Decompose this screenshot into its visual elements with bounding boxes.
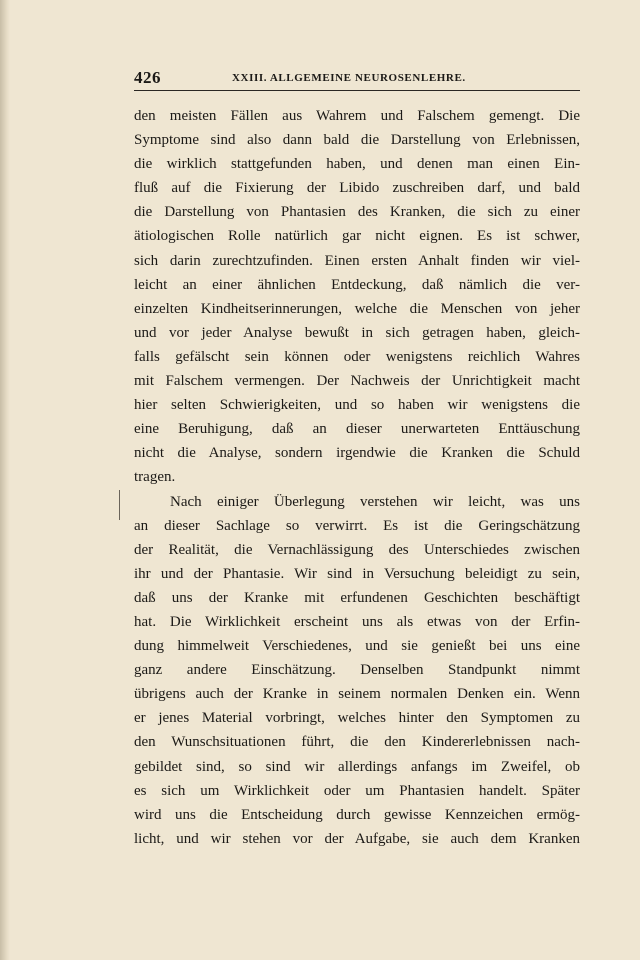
page-number: 426 (134, 68, 161, 87)
text-line: den meisten Fällen aus Wahrem und Falschem gemengt. Die (134, 108, 580, 124)
text-line: mit Falschem vermengen. Der Nachweis der Unrichtigkeit macht (134, 373, 580, 390)
page-header (134, 68, 580, 91)
page-edge-shadow (0, 0, 10, 960)
text-line: eine Beruhigung, daß an dieser unerwarteten Enttäuschung (134, 421, 580, 438)
text-line: falls gefälscht sein können oder wenigstens reichlich Wahres (134, 348, 580, 365)
text-line: den Wunschsituationen führt, die den Kindererlebnissen nach- (134, 734, 580, 751)
text-line: Symptome sind also dann bald die Darstellung von Erlebnissen, (134, 132, 580, 149)
text-line: einzelten Kindheitserinnerungen, welche die Menschen von jeher (134, 300, 580, 317)
paragraph-2 (134, 490, 580, 851)
margin-pencil-mark (119, 490, 120, 520)
text-line: gebildet sind, so sind wir allerdings anfangs im Zweifel, ob (134, 758, 580, 775)
text-line: ihr und der Phantasie. Wir sind in Versuchung beleidigt zu sein, (134, 565, 580, 582)
text-line: fluß auf die Fixierung der Libido zuschreiben darf, und bald (134, 180, 580, 197)
text-line: die Darstellung von Phantasien des Kranken, die sich zu einer (134, 204, 580, 221)
text-line: an dieser Sachlage so verwirrt. Es ist die Geringschätzung (134, 517, 580, 534)
text-line: der Realität, die Vernachlässigung des Unterschiedes zwischen (134, 541, 580, 558)
running-head: XXIII. ALLGEMEINE NEUROSENLEHRE. (232, 72, 466, 84)
text-line: hier selten Schwierigkeiten, und so haben wir wenigstens die (134, 397, 580, 414)
text-line: und vor jeder Analyse bewußt in sich getragen haben, gleich- (134, 324, 580, 341)
text-line: licht, und wir stehen vor der Aufgabe, sie auch dem Kranken (134, 830, 580, 847)
text-line: ganz andere Einschätzung. Denselben Standpunkt nimmt (134, 662, 580, 679)
text-line: sich darin zurechtzufinden. Einen ersten Anhalt finden wir viel- (134, 252, 580, 269)
text-line: es sich um Wirklichkeit oder um Phantasien handelt. Später (134, 782, 580, 799)
text-line: die wirklich stattgefunden haben, und denen man einen Ein- (134, 156, 580, 173)
paragraph-1 (134, 104, 580, 490)
text-line: wird uns die Entscheidung durch gewisse Kennzeichen ermög- (134, 806, 580, 823)
text-line: dung himmelweit Verschiedenes, und sie genießt bei uns eine (134, 638, 580, 655)
body-text (134, 104, 580, 851)
text-line: Nach einiger Überlegung verstehen wir leicht, was uns (170, 493, 580, 510)
text-line: er jenes Material vorbringt, welches hinter den Symptomen zu (134, 710, 580, 727)
text-line: leicht an einer ähnlichen Entdeckung, daß nämlich die ver- (134, 276, 580, 293)
text-line: nicht die Analyse, sondern irgendwie die Kranken die Schuld (134, 445, 580, 462)
text-line: tragen. (134, 469, 176, 486)
text-line: ätiologischen Rolle natürlich gar nicht eignen. Es ist schwer, (134, 228, 580, 245)
text-line: hat. Die Wirklichkeit erscheint uns als etwas von der Erfin- (134, 613, 580, 630)
text-line: daß uns der Kranke mit erfundenen Geschichten beschäftigt (134, 589, 580, 606)
text-line: übrigens auch der Kranke in seinem normalen Denken ein. Wenn (134, 686, 580, 703)
